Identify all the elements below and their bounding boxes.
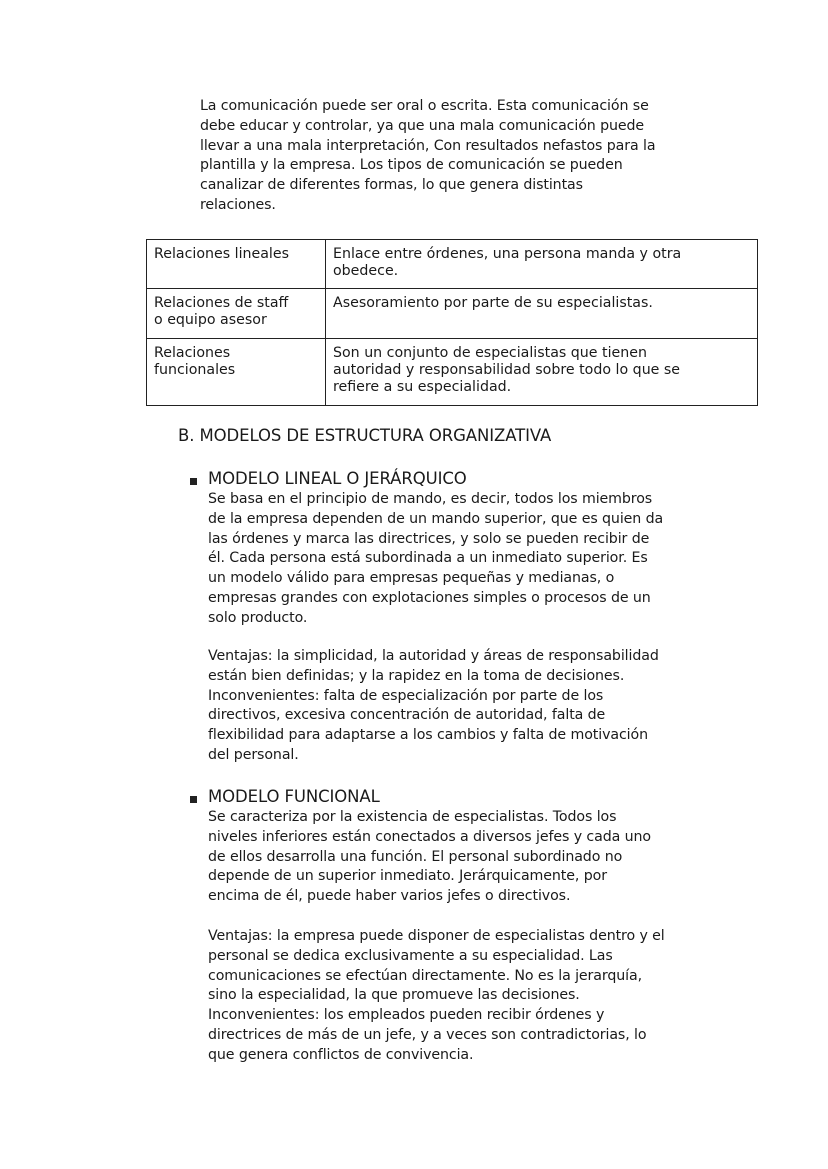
text-line: flexibilidad para adaptarse a los cambios y falta de motivación xyxy=(208,727,648,744)
model-pros-cons xyxy=(208,927,665,1066)
text-line: Asesoramiento por parte de su especialistas. xyxy=(333,295,653,311)
text-line: empresas grandes con explotaciones simples o procesos de un xyxy=(208,589,651,606)
relation-desc xyxy=(326,289,758,339)
text-line: comunicaciones se efectúan directamente. No es la jerarquía, xyxy=(208,967,643,984)
text-line: Inconvenientes: los empleados pueden recibir órdenes y xyxy=(208,1007,605,1024)
text-line: Enlace entre órdenes, una persona manda y otra xyxy=(333,246,682,262)
text-line: del personal. xyxy=(208,746,299,763)
model-description xyxy=(208,490,663,629)
text-line: obedece. xyxy=(333,263,399,279)
text-line: relaciones. xyxy=(200,196,276,213)
model-description xyxy=(208,808,651,907)
text-line: él. Cada persona está subordinada a un inmediato superior. Es xyxy=(208,550,648,567)
table-row xyxy=(147,339,758,406)
text-line: Relaciones lineales xyxy=(154,246,289,262)
text-line: plantilla y la empresa. Los tipos de comunicación se pueden xyxy=(200,157,623,174)
relation-name xyxy=(147,339,326,406)
text-line: solo producto. xyxy=(208,609,308,626)
text-line: Relaciones de staff xyxy=(154,295,289,311)
text-line: directivos, excesiva concentración de autoridad, falta de xyxy=(208,707,606,724)
text-line: Relaciones xyxy=(154,345,231,361)
text-line: un modelo válido para empresas pequeñas y medianas, o xyxy=(208,570,615,587)
text-line: están bien definidas; y la rapidez en la toma de decisiones. xyxy=(208,667,625,684)
model-title: MODELO LINEAL O JERÁRQUICO xyxy=(208,469,467,488)
text-line: sino la especialidad, la que promueve las decisiones. xyxy=(208,987,580,1004)
model-title: MODELO FUNCIONAL xyxy=(208,787,380,806)
text-line: directrices de más de un jefe, y a veces son contradictorias, lo xyxy=(208,1026,647,1043)
text-line: o equipo asesor xyxy=(154,312,267,328)
relations-table xyxy=(146,239,758,406)
text-line: autoridad y responsabilidad sobre todo lo que se xyxy=(333,362,681,378)
text-line: La comunicación puede ser oral o escrita. Esta comunicación se xyxy=(200,98,649,114)
text-line: que genera conflictos de convivencia. xyxy=(208,1046,474,1063)
text-line: niveles inferiores están conectados a diversos jefes y cada uno xyxy=(208,828,651,845)
section-heading: B. MODELOS DE ESTRUCTURA ORGANIZATIVA xyxy=(178,426,552,445)
text-line: de ellos desarrolla una función. El personal subordinado no xyxy=(208,848,623,865)
text-line: personal se dedica exclusivamente a su especialidad. Las xyxy=(208,947,613,964)
text-line: depende de un superior inmediato. Jerárquicamente, por xyxy=(208,868,607,885)
text-line: debe educar y controlar, ya que una mala comunicación puede xyxy=(200,117,645,134)
intro-paragraph xyxy=(200,97,655,216)
relation-desc xyxy=(326,339,758,406)
relation-desc xyxy=(326,240,758,289)
text-line: encima de él, puede haber varios jefes o directivos. xyxy=(208,888,571,905)
text-line: Ventajas: la empresa puede disponer de especialistas dentro y el xyxy=(208,928,665,944)
text-line: las órdenes y marca las directrices, y solo se pueden recibir de xyxy=(208,530,650,547)
text-line: canalizar de diferentes formas, lo que genera distintas xyxy=(200,177,583,194)
bullet-icon xyxy=(190,478,197,485)
text-line: llevar a una mala interpretación, Con resultados nefastos para la xyxy=(200,137,656,154)
text-line: funcionales xyxy=(154,362,236,378)
relation-name xyxy=(147,289,326,339)
bullet-icon xyxy=(190,796,197,803)
table-row xyxy=(147,289,758,339)
text-line: Son un conjunto de especialistas que tienen xyxy=(333,345,647,361)
text-line: Ventajas: la simplicidad, la autoridad y áreas de responsabilidad xyxy=(208,648,659,664)
relation-name xyxy=(147,240,326,289)
text-line: Se basa en el principio de mando, es decir, todos los miembros xyxy=(208,491,653,507)
table-row xyxy=(147,240,758,289)
text-line: Se caracteriza por la existencia de especialistas. Todos los xyxy=(208,809,617,825)
model-pros-cons xyxy=(208,647,659,766)
text-line: refiere a su especialidad. xyxy=(333,379,512,395)
text-line: Inconvenientes: falta de especialización por parte de los xyxy=(208,687,604,704)
text-line: de la empresa dependen de un mando superior, que es quien da xyxy=(208,510,664,527)
